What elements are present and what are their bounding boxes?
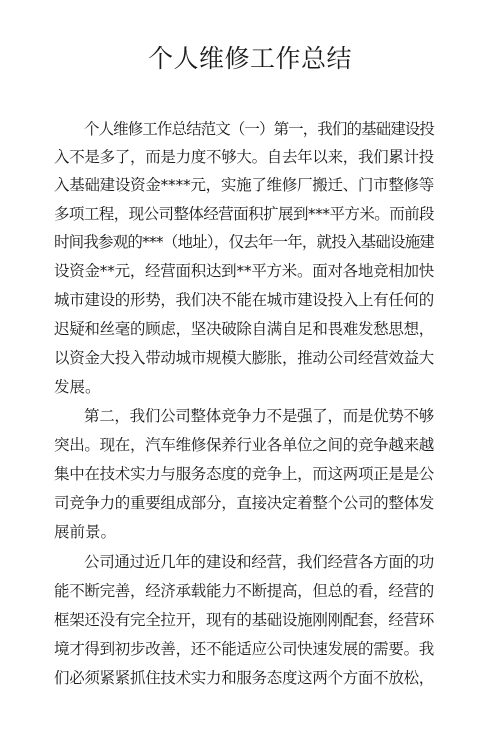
body-line: 司竞争力的重要组成部分，直接决定着整个公司的整体发 [54,494,434,512]
body-line: 集中在技术实力与服务态度的竞争上，而这两项正是是公 [54,465,434,483]
document-title: 个人维修工作总结 [147,44,352,73]
body-line: 个人维修工作总结范文（一）第一，我们的基础建设投 [84,120,434,138]
body-line: 多项工程，现公司整体经营面积扩展到***平方米。而前段 [54,205,434,223]
body-line: 时间我参观的***（地址），仅去年一年，就投入基础设施建 [54,233,434,251]
body-line: 迟疑和丝毫的顾虑，坚决破除自满自足和畏难发愁思想， [54,320,434,338]
body-line: 第二，我们公司整体竞争力不是强了，而是优势不够 [84,407,434,425]
body-line: 们必须紧紧抓住技术实力和服务态度这两个方面不放松， [54,669,434,687]
body-line: 入不是多了，而是力度不够大。自去年以来，我们累计投 [54,148,434,166]
body-line: 公司通过近几年的建设和经营，我们经营各方面的功 [84,553,434,571]
body-line: 城市建设的形势，我们决不能在城市建设投入上有任何的 [54,291,434,309]
body-line: 框架还没有完全拉开，现有的基础设施刚刚配套，经营环 [54,611,434,629]
body-line: 发展。 [54,378,101,396]
body-line: 能不断完善，经济承载能力不断提高，但总的看，经营的 [54,582,434,600]
body-line: 入基础建设资金****元，实施了维修厂搬迁、门市整修等 [54,176,434,194]
body-line: 以资金大投入带动城市规模大膨胀，推动公司经营效益大 [54,349,434,367]
body-line: 设资金**元，经营面积达到**平方米。面对各地竞相加快 [54,262,434,280]
body-line: 突出。现在，汽车维修保养行业各单位之间的竞争越来越 [54,436,434,454]
body-line: 展前景。 [54,523,117,541]
body-line: 境才得到初步改善，还不能适应公司快速发展的需要。我 [54,640,434,658]
